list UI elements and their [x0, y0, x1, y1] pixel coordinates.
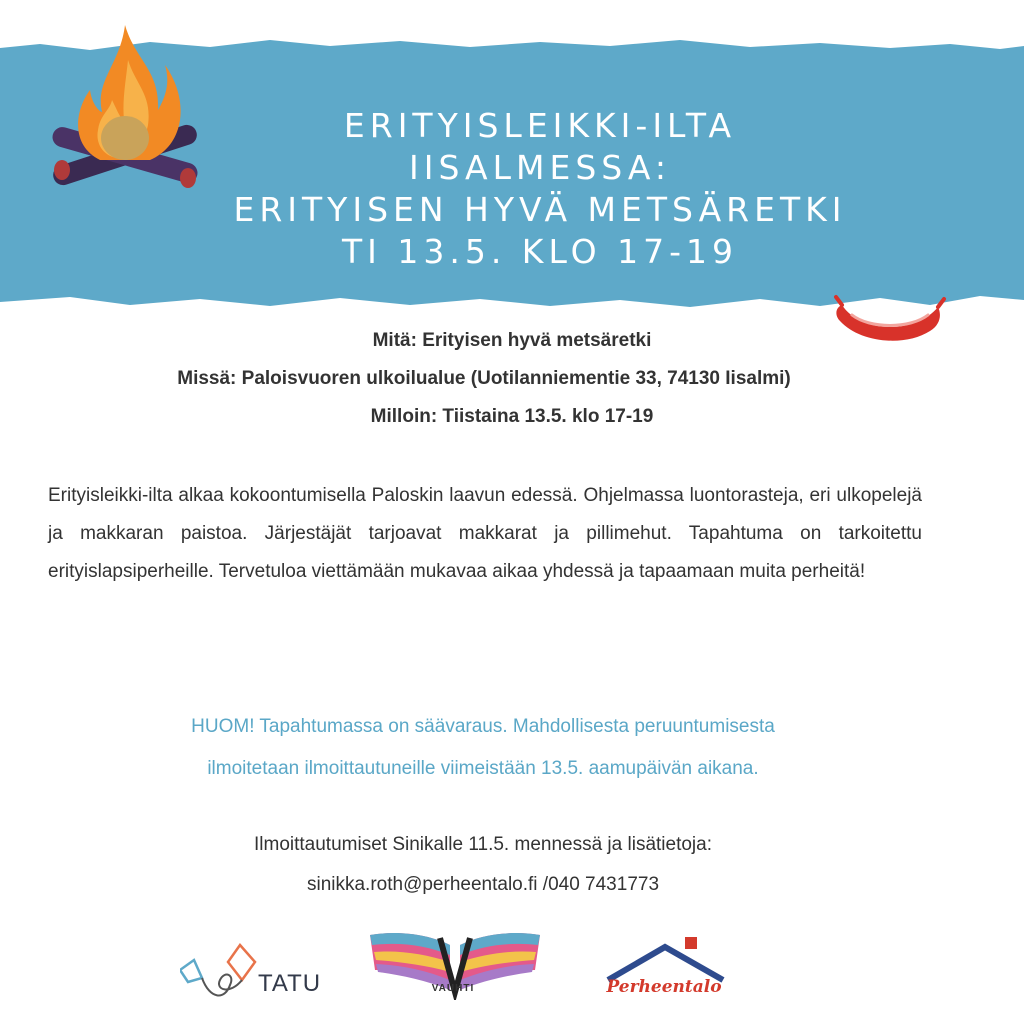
weather-notice — [0, 706, 966, 790]
title-line-3: ERITYISEN HYVÄ METSÄRETKI — [233, 190, 847, 229]
event-info — [0, 322, 1024, 436]
campfire-icon — [40, 20, 210, 200]
perheentalo-logo-text: Perheentalo — [606, 977, 722, 997]
tatu-logo-text: TATU — [258, 970, 322, 997]
title-line-1: ERITYISLEIKKI-ILTA — [343, 106, 737, 145]
contact-line-2: sinikka.roth@perheentalo.fi /040 7431773 — [306, 874, 660, 895]
contact-line-1: Ilmoittautumiset Sinikalle 11.5. mennessä ja lisätietoja: — [254, 834, 712, 855]
notice-line-1: HUOM! Tapahtumassa on säävaraus. Mahdollisesta peruuntumisesta — [191, 716, 775, 737]
info-where: Missä: Paloisvuoren ulkoilualue (Uotilanniementie 33, 74130 Iisalmi) — [177, 368, 791, 389]
event-title — [150, 105, 930, 273]
contact-info — [0, 825, 966, 905]
event-description: Erityisleikki-ilta alkaa kokoontumisella Paloskin laavun edessä. Ohjelmassa luontorasteja, eri ulkopelejä ja makkaran paistoa. Järjestäjät tarjoavat makkarat ja pillimehut. Tapahtuma on tarkoitettu erityislapsiperheille. Tervetuloa viettämään mukavaa aikaa yhdessä ja tapaamaan muita perheitä! — [48, 485, 922, 582]
info-what: Mitä: Erityisen hyvä metsäretki — [372, 330, 652, 351]
kite-icon — [180, 940, 260, 1010]
title-line-2: IISALMESSA: — [409, 148, 671, 187]
info-when: Milloin: Tiistaina 13.5. klo 17-19 — [370, 406, 654, 427]
sponsor-logos — [0, 920, 1024, 1020]
vauhti-logo-text: VAUHTI — [431, 983, 475, 994]
title-line-4: TI 13.5. KLO 17-19 — [341, 232, 739, 271]
notice-line-2: ilmoitetaan ilmoittautuneille viimeistään 13.5. aamupäivän aikana. — [207, 758, 759, 779]
